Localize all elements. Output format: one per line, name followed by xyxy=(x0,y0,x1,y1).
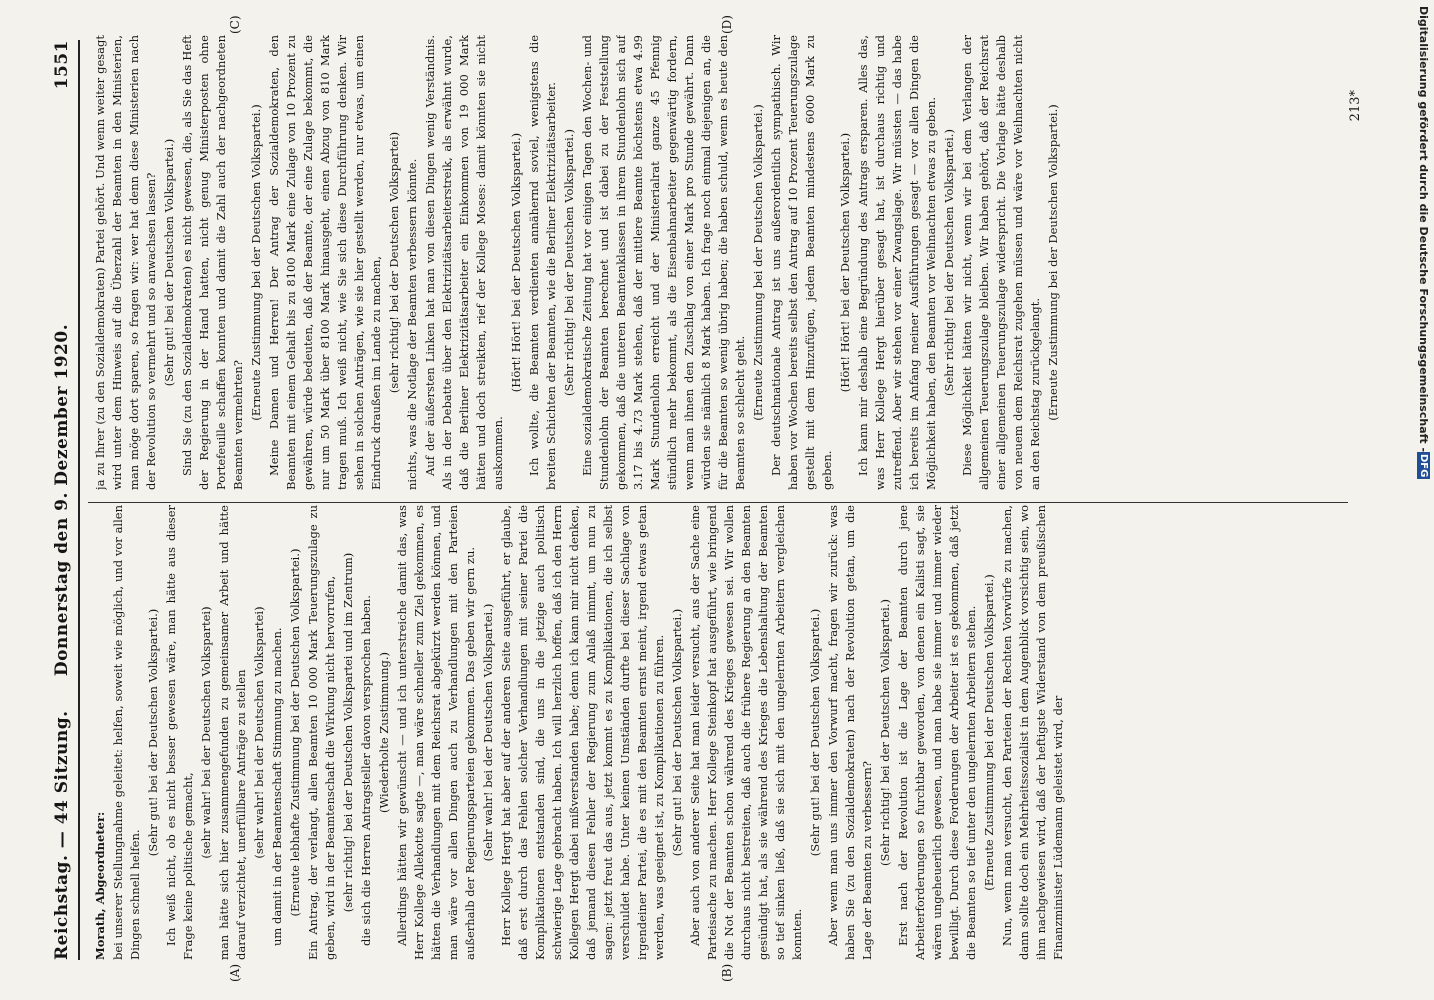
paragraph: man hätte sich hier zusammengefunden zu gemeinsamer Arbeit und hätte darauf verzichtet, unerfüllbare Anträge zu stellen xyxy=(217,505,248,960)
header-date: Donnerstag den 9. Dezember 1920. xyxy=(52,323,72,677)
paragraph: Herr Kollege Hergt hat aber auf der anderen Seite ausgeführt, er glaube, daß erst durch das Fehlen solcher Verhandlungen mit seiner Partei die Komplikationen entstanden sind, die uns in die jetzige auch politisch schwierige Lage gebracht haben. Ich will herzlich hoffen, daß ich den Herrn Kollegen Hergt dabei mißverstanden habe; denn ich kann mir nicht denken, daß jemand diesen Fehler der Regierung zum Anlaß nimmt, um nun zu sagen: jetzt freut das aus, jetzt kommt es zu Komplikationen, die ich selbst verschuldet habe. Unter keinen Umständen durfte bei dieser Sachlage von irgendeiner Partei, die es mit den Beamten ernst meint, irgend etwas getan werden, was geeignet ist, zu Komplikationen zu führen. xyxy=(499,505,666,960)
page-signature: 213* xyxy=(1348,90,1363,122)
paragraph: Aber wenn man uns immer den Vorwurf macht, fragen wir zurück: was haben Sie (zu den Sozialdemokraten) nach der Revolution getan, um die Lage der Beamten zu verbessern? xyxy=(826,505,874,960)
paragraph: Meine Damen und Herren! Der Antrag der Sozialdemokraten, den Beamten mit einem Gehalt bis zu 8100 Mark eine Zulage von 10 Prozent zu gewähren, würde bedeuten, daß der Beamte, der eine Zulage bekommt, die nur um 50 Mark über 8100 Mark hinausgeht, einen Abzug von 810 Mark tragen muß. Ich weiß nicht, wie Sie sich diese Durchführung denken. Wir sehen in solchen Anträgen, wie sie hier gestellt werden, nur etwas, um einen Eindruck draußen im Lande zu machen, xyxy=(267,35,383,490)
paragraph: Aber auch von anderer Seite hat man leider versucht, aus der Sache eine Parteisache zu machen. Herr Kollege Steinkopf hat ausgeführt, wie bringend die Not der Beamten schon während des Krieges gewesen sei. Wir wollen durchaus nicht bestreiten, daß auch die frühere Regierung an den Beamten gesündigt hat, als sie während des Krieges die Lebenshaltung der Beamten so tief sinken ließ, daß sie sich mit den ungelernten Arbeitern vergleichen konnten. xyxy=(688,505,804,960)
interjection: (Erneute Zustimmung bei der Deutschen Volkspartei.) xyxy=(1046,104,1060,421)
watermark xyxy=(1408,6,1430,996)
paragraph: Ich wollte, die Beamten verdienten annähernd soviel, wenigstens die breiten Schichten der Beamten, wie die Berliner Elektrizitätsarbeiter. xyxy=(527,35,558,490)
paragraph: Ich weiß nicht, ob es nicht besser gewesen wäre, man hätte aus dieser Frage keine politische gemacht, xyxy=(164,505,195,960)
paragraph: um damit in der Beamtenschaft Stimmung zu machen. xyxy=(270,627,284,946)
interjection: (Erneute Zustimmung bei der Deutschen Volkspartei.) xyxy=(751,104,765,421)
interjection: (Sehr gut! bei der Deutschen Volkspartei.) xyxy=(162,138,176,387)
header-rule xyxy=(78,40,80,960)
margin-marker-b: (B) xyxy=(720,963,734,982)
interjection: (Sehr gut! bei der Deutschen Volkspartei.) xyxy=(146,608,160,857)
paragraph: ja zu Ihrer (zu den Sozialdemokraten) Partei gehört. Und wenn weiter gesagt wird unter dem Hinweis auf die Überzahl der Beamten in den Ministerien, man möge dort sparen, so fragen wir: wer hat denn diese Ministerien nach der Revolution so vermehrt und so anwachsen lassen? xyxy=(93,35,158,490)
margin-marker-d: (D) xyxy=(720,15,734,34)
interjection: (Sehr wahr! bei der Deutschen Volkspartei.) xyxy=(481,603,495,862)
paragraph: Ich kann mir deshalb eine Begründung des Antrags ersparen. Alles das, was Herr Kollege Hergt hierüber gesagt hat, ist durchaus richtig und zutreffend. Aber wir stehen vor einer Zwangslage. Wir müssten — das habe ich bereits im Anfang meiner Ausführungen gesagt — vor allen Dingen die Möglichkeit haben, den Beamten vor Weihnachten etwas zu geben. xyxy=(856,35,938,490)
header-page-number: 1551 xyxy=(52,40,72,90)
paragraph: Diese Möglichkeit hätten wir nicht, wenn wir bei dem Verlangen der allgemeinen Teuerungszulage bleiben. Wir haben gehört, daß der Reichsrat einer allgemeinen Teuerungszulage widerspricht. Die Vorlage hätte deshalb von neuem dem Reichsrat zugehen müssen und wäre vor Weihnachten nicht an den Reichstag zurückgelangt. xyxy=(960,35,1042,490)
paragraph: Ein Antrag, der verlangt, allen Beamten 10 000 Mark Teuerungszulage zu geben, wird in der Beamtenschaft die Wirkung nicht hervorrufen, xyxy=(306,505,337,960)
margin-marker-c: (C) xyxy=(228,15,242,34)
interjection: (Erneute Zustimmung bei der Deutschen Volkspartei.) xyxy=(249,104,263,421)
paragraph: die sich die Herren Antragsteller davon versprochen haben. xyxy=(359,595,373,946)
interjection: (Sehr richtig! bei der Deutschen Volkspartei.) xyxy=(942,129,956,396)
interjection: (sehr wahr! bei der Deutschen Volkspartei) xyxy=(252,606,266,859)
interjection: (sehr wahr! bei der Deutschen Volkspartei) xyxy=(199,606,213,859)
interjection: (sehr richtig! bei der Deutschen Volkspartei und im Zentrum) xyxy=(341,552,355,913)
paragraph: Der deutschnationale Antrag ist uns außerordentlich sympathisch. Wir haben vor Wochen bereits selbst den Antrag auf 10 Prozent Teuerungszulage gestellt mit dem Hinzufügen, jedem Beamten mindestens 6000 Mark zu geben. xyxy=(769,35,834,490)
interjection: (Sehr richtig! bei der Deutschen Volkspartei.) xyxy=(878,599,892,866)
interjection: (Wiederholte Zustimmung.) xyxy=(377,651,391,814)
paragraph: Sind Sie (zu den Sozialdemokraten) es nicht gewesen, die, als Sie das Heft der Regierung in der Hand hatten, nicht genug Ministerposten ohne Portefeuille schaffen konnten und damit die Zahl auch der nachgeordneten Beamten vermehrten? xyxy=(180,35,245,490)
paragraph: Erst nach der Revolution ist die Lage der Beamten durch jene Arbeiterforderungen so furchtbar geworden, von denen ein Kalisti sagt, sie wären ungeheuerlich gewesen, und man habe sie immer und immer wieder bewilligt. Durch diese Forderungen der Arbeiter ist es gekommen, daß jetzt die Beamten so tief unter den ungelernten Arbeitern stehen. xyxy=(896,505,978,960)
interjection: (Hört! Hört! bei der Deutschen Volkspartei.) xyxy=(838,132,852,393)
page-header xyxy=(48,40,78,960)
interjection: (Erneute lebhafte Zustimmung bei der Deutschen Volkspartei.) xyxy=(288,548,302,917)
interjection: (sehr richtig! bei der Deutschen Volkspartei) xyxy=(387,131,401,394)
interjection: (Sehr gut! bei der Deutschen Volkspartei.) xyxy=(670,608,684,857)
watermark-text xyxy=(1414,6,1430,479)
column-divider xyxy=(88,502,1348,503)
dfg-logo: DFG xyxy=(1418,454,1429,478)
interjection: (Sehr gut! bei der Deutschen Volkspartei.) xyxy=(808,608,822,857)
header-session: Reichstag. — 44 Sitzung. xyxy=(52,710,72,960)
paragraph: nichts, was die Notlage der Beamten verbessern könnte. xyxy=(405,158,419,490)
paragraph: bei unserer Stellungnahme geleitet: helfen, soweit wie möglich, und vor allen Dingen schnell helfen. xyxy=(111,505,142,960)
right-column xyxy=(92,35,1342,490)
interjection: (Erneute Zustimmung bei der Deutschen Volkspartei.) xyxy=(982,574,996,891)
interjection: (Hört! Hört! bei der Deutschen Volkspartei.) xyxy=(509,132,523,393)
paragraph: Allerdings hätten wir gewünscht — und ich unterstreiche damit das, was Herr Kollege Allekotte sagte —, man wäre schneller zum Ziel gekommen, es hätten die Verhandlungen mit dem Reichsrat abgekürzt werden können, und man wäre vor allen Dingen auch zu Verhandlungen mit den Parteien außerhalb der Regierungsparteien gekommen. Das geben wir gern zu. xyxy=(395,505,477,960)
left-column xyxy=(92,505,1342,960)
paragraph: Nun, wenn man versucht, den Parteien der Rechten Vorwürfe zu machen, dann sollte doch ein Mehrheitssozialist in dem Augenblick vorsichtig sein, wo ihm nachgewiesen wird, daß der heftigste Widerstand von dem preußischen Finanzminister Lüdemann geleistet wird, der xyxy=(1000,505,1065,960)
paragraph: Eine sozialdemokratische Zeitung hat vor einigen Tagen den Wochen- und Stundenlohn der Beamten berechnet und ist dabei zu der Feststellung gekommen, daß die unteren Beamtenklassen in ihrem Stundenlohn sich auf 3.17 bis 4.73 Mark stehen, daß der mittlere Beamte höchstens etwa 4.99 Mark Stundenlohn erreicht und der Ministerialrat ganze 45 Pfennig stündlich mehr bekommt, als die Eisenbahnarbeiter gegenwärtig fordern, wenn man ihnen den Zuschlag von einer Mark pro Stunde gewährt. Dann würden sie nämlich 8 Mark haben. Ich frage noch einmal diejenigen an, die für die Beamten so wenig übrig haben; die haben schuld, wenn es heute den Beamten so schlecht geht. xyxy=(580,35,747,490)
watermark-label: Digitalisierung gefördert durch die Deutsche Forschungsgemeinschaft - xyxy=(1417,6,1430,453)
paragraph: Auf der äußersten Linken hat man von diesen Dingen wenig Verständnis. Als in der Debatte über den Elektrizitätsarbeiterstreik, als erwähnt wurde, daß die Berliner Elektrizitätsarbeiter ein Einkommen von 19 000 Mark hätten und doch streikten, rief der Kollege Moses: damit könnten sie nicht auskommen. xyxy=(423,35,505,490)
interjection: (Sehr richtig! bei der Deutschen Volkspartei.) xyxy=(562,129,576,396)
speaker-name: Morath, Abgeordneter: xyxy=(93,811,107,960)
margin-marker-a: (A) xyxy=(228,963,242,982)
